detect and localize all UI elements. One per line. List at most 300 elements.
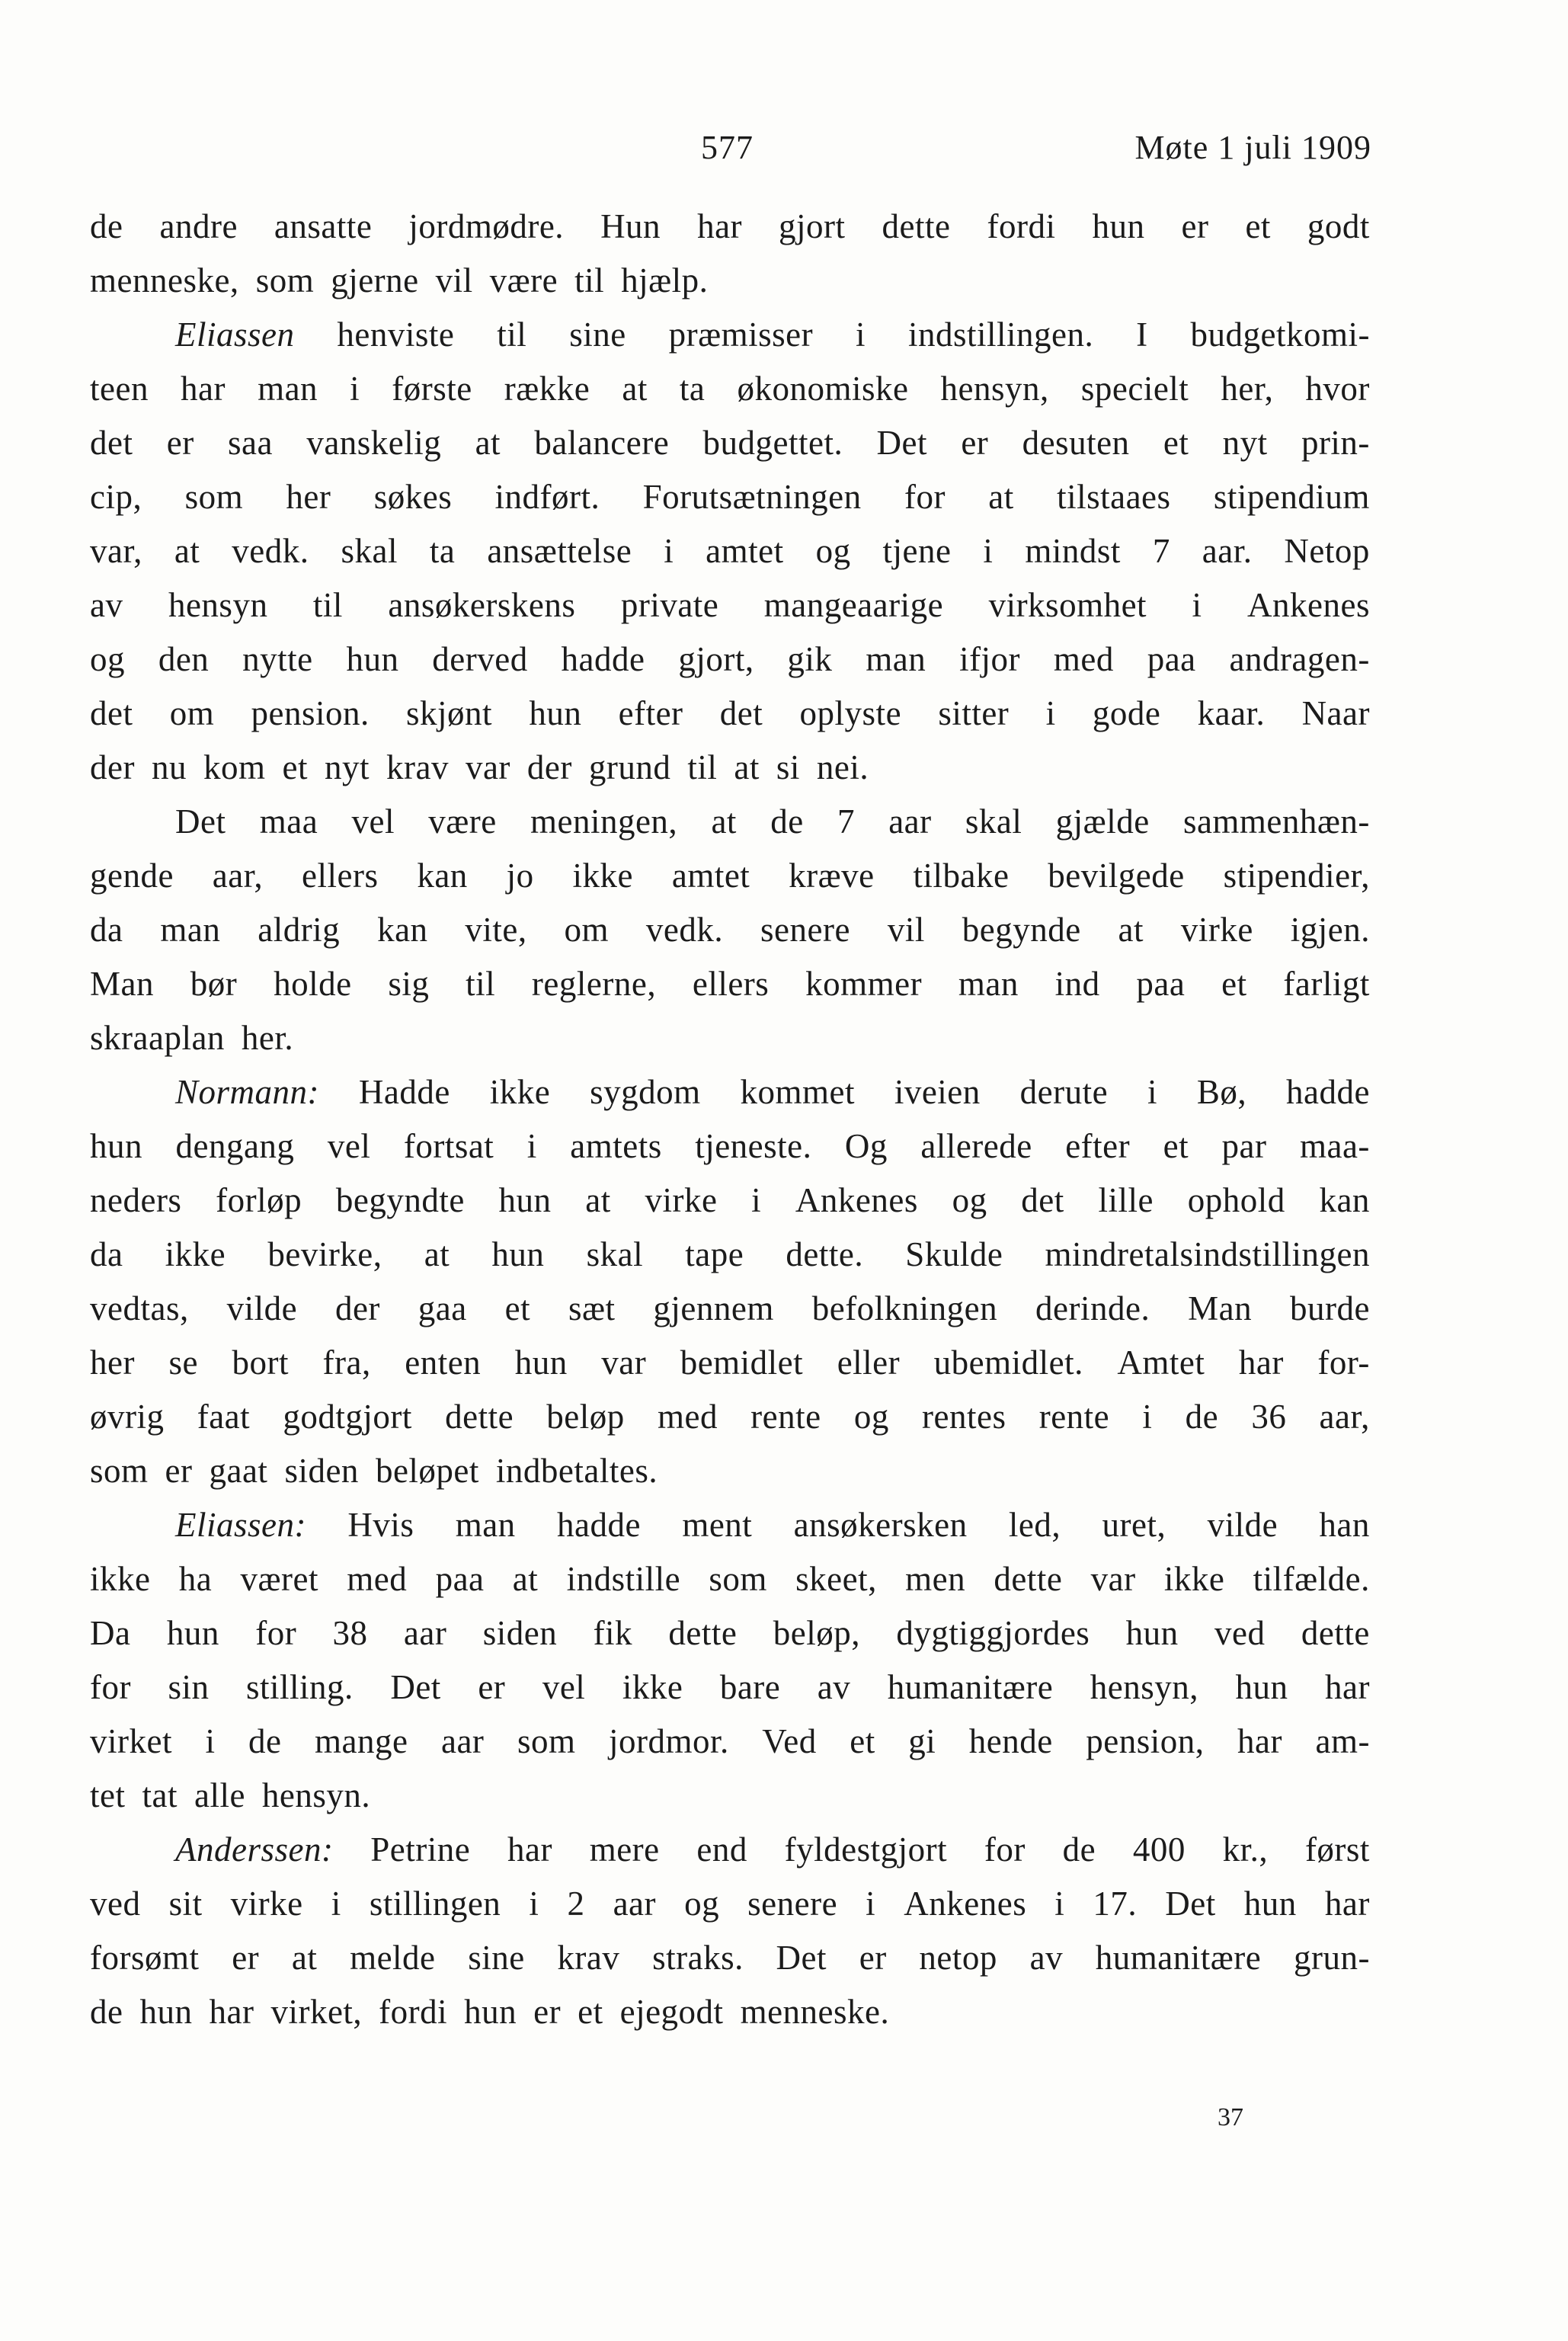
word: at (1118, 911, 1144, 949)
word: mange (315, 1722, 408, 1760)
word: som (90, 1452, 149, 1490)
word: sin (168, 1668, 210, 1706)
word: i (331, 1885, 341, 1923)
signature-mark: 37 (1218, 2103, 1243, 2131)
word: cip, (90, 478, 142, 516)
text-line (90, 1498, 1370, 1552)
word: jordmor. (608, 1722, 729, 1760)
word: ind (1054, 965, 1100, 1003)
text-line (90, 416, 1370, 470)
word: i (664, 532, 674, 570)
text-line (90, 524, 1370, 578)
word: at (475, 424, 501, 462)
word: være (489, 261, 558, 299)
word: gende (90, 857, 174, 895)
word: man (455, 1506, 516, 1544)
word: mere (589, 1830, 660, 1869)
text-line (90, 1823, 1370, 1877)
word: nytte (242, 640, 313, 678)
word: gjennem (653, 1289, 774, 1327)
word: aar. (1202, 532, 1253, 570)
word: indført. (494, 478, 600, 516)
word: her (90, 1343, 135, 1382)
word: humanitære (887, 1668, 1054, 1706)
word: der (90, 748, 135, 786)
text-line (90, 1336, 1370, 1390)
word: om (169, 694, 215, 732)
word: det (719, 694, 763, 732)
word: at (734, 748, 760, 786)
word: stillingen (369, 1885, 501, 1923)
word: Ankenes (904, 1885, 1027, 1923)
word: aldrig (258, 911, 341, 949)
word: i (1054, 1885, 1065, 1923)
word: krav (386, 748, 449, 786)
word: derute (1019, 1073, 1109, 1111)
word: igjen. (1290, 911, 1370, 949)
word: at (585, 1181, 611, 1219)
word: vil (435, 261, 473, 299)
word: ellers (692, 965, 770, 1003)
word: par (1221, 1127, 1267, 1165)
text-line (90, 1119, 1370, 1174)
word: 2 (567, 1885, 585, 1923)
text-line (90, 632, 1370, 687)
word: dette (668, 1614, 738, 1652)
word: har (209, 1993, 254, 2031)
word: vilde (226, 1289, 298, 1327)
word: i (751, 1181, 762, 1219)
word: 400 (1132, 1830, 1186, 1869)
word: virket (90, 1722, 172, 1760)
word: det (90, 424, 133, 462)
word: da (90, 1235, 123, 1273)
word: humanitære (1095, 1939, 1262, 1977)
word: oplyste (799, 694, 902, 732)
word: kommet (740, 1073, 855, 1111)
word: hende (968, 1722, 1053, 1760)
word: ikke (90, 1560, 151, 1598)
word: amtet (706, 532, 784, 570)
word: skjønt (406, 694, 493, 732)
word: dette (994, 1560, 1063, 1598)
text-line (90, 308, 1370, 362)
text-line (90, 741, 1370, 795)
word: for (255, 1614, 297, 1652)
page-number: 577 (701, 129, 754, 166)
word: hun (346, 640, 399, 678)
text-line (90, 1931, 1370, 1985)
word: hun (1092, 207, 1145, 245)
word: præmisser (668, 315, 814, 354)
word: av (90, 586, 123, 624)
word: ment (682, 1506, 753, 1544)
word: senere (760, 911, 850, 949)
word: nyt (1222, 424, 1268, 462)
word: ifjor (959, 640, 1021, 678)
word: bør (190, 965, 238, 1003)
word: ved (1214, 1614, 1266, 1652)
word: av (1029, 1939, 1064, 1977)
speaker-name: Eliassen (175, 315, 295, 354)
word: at (291, 1939, 318, 1977)
word: tat (142, 1776, 178, 1814)
word: I (1136, 315, 1148, 354)
word: sæt (568, 1289, 616, 1327)
word: jo (506, 857, 534, 895)
word: kr., (1222, 1830, 1269, 1869)
word: av (817, 1668, 851, 1706)
word: faat (197, 1398, 251, 1436)
word: da (90, 911, 123, 949)
word: bare (719, 1668, 781, 1706)
word: først (1304, 1830, 1370, 1869)
word: ikke (489, 1073, 551, 1111)
text-line (90, 470, 1370, 524)
word: at (512, 1560, 539, 1598)
word: der (334, 1289, 380, 1327)
word: et (282, 748, 308, 786)
word: til (687, 748, 718, 786)
word: det (1021, 1181, 1064, 1219)
word: kaar. (1197, 694, 1266, 732)
word: var, (90, 532, 142, 570)
word: er (961, 424, 989, 462)
word: burde (1289, 1289, 1370, 1327)
text-line (90, 795, 1370, 849)
word: dette (1301, 1614, 1370, 1652)
text-line (90, 1552, 1370, 1606)
word: i (529, 1885, 539, 1923)
word: man (258, 370, 318, 408)
word: de (1062, 1830, 1096, 1869)
word: Ankenes (1247, 586, 1370, 624)
word: som (184, 478, 244, 516)
word: hadde (557, 1506, 641, 1544)
word: desuten (1022, 424, 1130, 462)
word: gaa (418, 1289, 467, 1327)
word: beløpet (375, 1452, 479, 1490)
word: nei. (816, 748, 869, 786)
word: søkes (373, 478, 453, 516)
word: de (248, 1722, 282, 1760)
word: efter (1065, 1127, 1131, 1165)
word: sygdom (590, 1073, 701, 1111)
text-line (90, 687, 1370, 741)
word: derinde. (1035, 1289, 1150, 1327)
word: bemidlet (680, 1343, 804, 1382)
word: andre (159, 207, 238, 245)
word: og (853, 1398, 889, 1436)
word: har (1324, 1885, 1370, 1923)
word: indstille (566, 1560, 681, 1598)
word: indbetaltes. (495, 1452, 658, 1490)
word: paa (1136, 965, 1186, 1003)
word: jordmødre. (408, 207, 565, 245)
word: gik (787, 640, 833, 678)
word: begyndte (335, 1181, 465, 1219)
word: man (866, 640, 926, 678)
word: som (517, 1722, 576, 1760)
word: forsømt (90, 1939, 200, 1977)
word: er (859, 1939, 887, 1977)
word: dette (445, 1398, 514, 1436)
word: Og (844, 1127, 888, 1165)
word: aar, (212, 857, 264, 895)
word: tjeneste. (695, 1127, 812, 1165)
word: vel (351, 802, 395, 841)
minutes-body-text (90, 200, 1370, 2039)
word: krav (557, 1939, 620, 1977)
word: har (181, 370, 226, 408)
word: gjort, (678, 640, 754, 678)
word: budgetkomi- (1190, 315, 1370, 354)
word: gi (908, 1722, 936, 1760)
word: de (770, 802, 804, 841)
word: skal (965, 802, 1022, 841)
word: virke (1180, 911, 1253, 949)
word: melde (350, 1939, 436, 1977)
word: meningen, (530, 802, 678, 841)
word: enten (405, 1343, 482, 1382)
word: balancere (534, 424, 670, 462)
word: grund (588, 748, 671, 786)
word: hun (1243, 1885, 1297, 1923)
word: Hvis (347, 1506, 414, 1544)
word: fordi (379, 1993, 448, 2031)
word: har (507, 1830, 552, 1869)
speaker-name: Eliassen: (175, 1506, 306, 1544)
word: dengang (175, 1127, 295, 1165)
word: Bø, (1196, 1073, 1247, 1111)
word: saa (228, 424, 274, 462)
word: virke (230, 1885, 303, 1923)
word: alle (194, 1776, 245, 1814)
word: Skulde (905, 1235, 1003, 1273)
word: vel (542, 1668, 586, 1706)
word: med (347, 1560, 408, 1598)
word: Ankenes (795, 1181, 918, 1219)
word: som (255, 261, 315, 299)
word: i (1142, 1398, 1153, 1436)
word: i (866, 1885, 876, 1923)
word: hjælp. (621, 261, 709, 299)
word: som (709, 1560, 767, 1598)
speaker-name: Normann: (175, 1073, 320, 1111)
word: den (158, 640, 210, 678)
word: her. (241, 1019, 294, 1057)
word: økonomiske (737, 370, 909, 408)
text-line (90, 903, 1370, 957)
word: grun- (1293, 1939, 1370, 1977)
word: Petrine (370, 1830, 471, 1869)
word: om (564, 911, 610, 949)
word: Man (1188, 1289, 1253, 1327)
word: været (240, 1560, 319, 1598)
word: sig (388, 965, 430, 1003)
word: med (657, 1398, 718, 1436)
word: fik (593, 1614, 633, 1652)
word: vilde (1207, 1506, 1278, 1544)
word: hun (464, 1993, 517, 2031)
word: dygtiggjordes (896, 1614, 1090, 1652)
word: vedtas, (90, 1289, 189, 1327)
word: Netop (1284, 532, 1370, 570)
word: være (428, 802, 497, 841)
word: i (350, 370, 360, 408)
word: straks. (652, 1939, 744, 1977)
word: hensyn, (940, 370, 1049, 408)
word: har (697, 207, 743, 245)
word: kan (377, 911, 428, 949)
word: uret, (1102, 1506, 1166, 1544)
word: nyt (324, 748, 370, 786)
text-line (90, 1390, 1370, 1444)
word: si (776, 748, 800, 786)
word: og (90, 640, 125, 678)
word: nu (151, 748, 187, 786)
word: se (168, 1343, 198, 1382)
text-line (90, 1444, 1370, 1498)
text-line (90, 1282, 1370, 1336)
word: at (988, 478, 1014, 516)
word: sammenhæn- (1182, 802, 1370, 841)
word: mindretalsindstillingen (1045, 1235, 1370, 1273)
word: og (815, 532, 851, 570)
word: aar (403, 1614, 447, 1652)
word: rentes (922, 1398, 1006, 1436)
word: ansøkersken (793, 1506, 968, 1544)
word: neders (90, 1181, 182, 1219)
word: andragen- (1229, 640, 1370, 678)
word: ved (90, 1885, 141, 1923)
word: bort (232, 1343, 289, 1382)
text-line (90, 957, 1370, 1011)
word: ta (679, 370, 706, 408)
word: han (1319, 1506, 1370, 1544)
word: et (1221, 965, 1247, 1003)
word: med (1053, 640, 1114, 678)
word: er (166, 424, 194, 462)
word: vanskelig (306, 424, 442, 462)
word: virket, (270, 1993, 363, 2031)
word: er (1181, 207, 1209, 245)
word: men (905, 1560, 966, 1598)
word: sine (468, 1939, 525, 1977)
word: række (504, 370, 590, 408)
word: ansøkerskens (388, 586, 576, 624)
text-line (90, 1606, 1370, 1660)
word: menneske, (90, 261, 239, 299)
word: fra, (322, 1343, 371, 1382)
text-line (90, 1228, 1370, 1282)
word: et (1163, 424, 1189, 462)
word: paa (435, 1560, 485, 1598)
word: de (90, 207, 123, 245)
word: tjene (882, 532, 952, 570)
text-line (90, 1011, 1370, 1065)
word: der (526, 748, 572, 786)
word: har (1237, 1722, 1282, 1760)
word: at (424, 1235, 450, 1273)
word: er (533, 1993, 562, 2031)
text-line (90, 1769, 1370, 1823)
word: ansatte (274, 207, 373, 245)
word: lille (1098, 1181, 1154, 1219)
word: led, (1008, 1506, 1061, 1544)
word: ansættelse (487, 532, 632, 570)
word: virke (645, 1181, 718, 1219)
word: teen (90, 370, 149, 408)
word: Det (175, 802, 226, 841)
text-line (90, 578, 1370, 632)
word: hun (166, 1614, 219, 1652)
text-line (90, 1174, 1370, 1228)
word: at (174, 532, 200, 570)
word: i (983, 532, 994, 570)
word: var (1090, 1560, 1136, 1598)
word: rente (1038, 1398, 1110, 1436)
word: hadde (561, 640, 645, 678)
word: hensyn, (1090, 1668, 1198, 1706)
word: til (497, 315, 527, 354)
word: ubemidlet. (933, 1343, 1083, 1382)
word: ta (429, 532, 456, 570)
word: pension. (251, 694, 370, 732)
text-line (90, 849, 1370, 903)
text-line (90, 1877, 1370, 1931)
word: pension, (1086, 1722, 1205, 1760)
word: skraaplan (90, 1019, 225, 1057)
word: vedk. (645, 911, 724, 949)
word: eller (837, 1343, 901, 1382)
word: beløp (546, 1398, 625, 1436)
word: befolkningen (811, 1289, 998, 1327)
word: hensyn (168, 586, 268, 624)
word: ejegodt (619, 1993, 724, 2031)
word: for- (1317, 1343, 1370, 1382)
word: 36 (1251, 1398, 1287, 1436)
word: her (286, 478, 331, 516)
word: er (232, 1939, 260, 1977)
word: Naar (1301, 694, 1370, 732)
word: beløp, (773, 1614, 860, 1652)
word: er (165, 1452, 193, 1490)
word: at (711, 802, 737, 841)
word: sitter (938, 694, 1010, 732)
word: 17. (1093, 1885, 1138, 1923)
word: skal (586, 1235, 644, 1273)
word: paa (1147, 640, 1196, 678)
word: hensyn. (261, 1776, 371, 1814)
word: private (620, 586, 719, 624)
word: reglerne, (531, 965, 657, 1003)
word: at (622, 370, 648, 408)
word: hvor (1305, 370, 1370, 408)
word: sit (168, 1885, 203, 1923)
word: ophold (1187, 1181, 1285, 1219)
word: 7 (1152, 532, 1170, 570)
word: Hun (600, 207, 661, 245)
word: aar (440, 1722, 485, 1760)
word: til (466, 965, 496, 1003)
word: 38 (332, 1614, 368, 1652)
word: fortsat (403, 1127, 494, 1165)
word: for (984, 1830, 1026, 1869)
word: hun (498, 1181, 552, 1219)
word: budgettet. (702, 424, 843, 462)
word: amtet (671, 857, 750, 895)
